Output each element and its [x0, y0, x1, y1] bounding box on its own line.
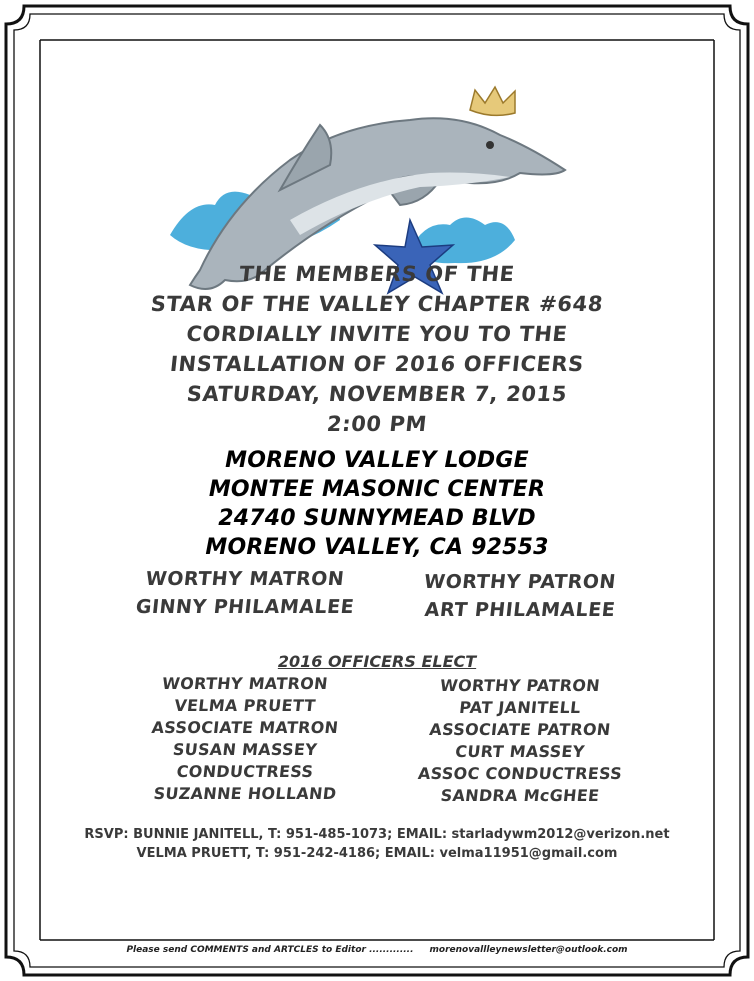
rsvp-line-1: RSVP: BUNNIE JANITELL, T: 951-485-1073; EMAIL: starladywm2012@verizon.net: [84, 827, 670, 842]
venue-line-2: MONTEE MASONIC CENTER: [208, 477, 546, 502]
invitation-line-1: THE MEMBERS OF THE: [238, 262, 516, 286]
venue-line-1: MORENO VALLEY LODGE: [225, 448, 529, 473]
venue-city: MORENO VALLEY, CA 92553: [205, 535, 549, 560]
officers-heading: 2016 OFFICERS ELECT: [277, 652, 477, 671]
officer-right-4: CURT MASSEY: [454, 742, 586, 761]
current-left-name: GINNY PHILAMALEE: [134, 596, 356, 618]
footer-note: [42, 945, 712, 955]
crown-icon: [470, 87, 515, 115]
officer-right-6: SANDRA McGHEE: [439, 786, 601, 805]
invitation-line-2: STAR OF THE VALLEY CHAPTER #648: [149, 292, 605, 316]
footer-text: Please send COMMENTS and ARTCLES to Editor .............: [126, 945, 414, 955]
officer-left-1: WORTHY MATRON: [161, 674, 329, 693]
rsvp-line-2: VELMA PRUETT, T: 951-242-4186; EMAIL: velma11951@gmail.com: [136, 846, 618, 861]
venue-address: 24740 SUNNYMEAD BLVD: [218, 506, 536, 531]
footer-email[interactable]: morenovallleynewsletter@outlook.com: [429, 945, 628, 955]
officer-right-3: ASSOCIATE PATRON: [428, 720, 612, 739]
officer-left-4: SUSAN MASSEY: [171, 740, 319, 759]
officer-left-6: SUZANNE HOLLAND: [152, 784, 338, 803]
officer-left-5: CONDUCTRESS: [175, 762, 315, 781]
officer-left-3: ASSOCIATE MATRON: [150, 718, 340, 737]
officer-left-2: VELMA PRUETT: [173, 696, 317, 715]
current-right-title: WORTHY PATRON: [423, 571, 617, 593]
invitation-line-3: CORDIALLY INVITE YOU TO THE: [185, 322, 569, 346]
officer-right-5: ASSOC CONDUCTRESS: [417, 764, 623, 783]
officer-right-2: PAT JANITELL: [458, 698, 582, 717]
current-left-title: WORTHY MATRON: [144, 568, 346, 590]
event-date: SATURDAY, NOVEMBER 7, 2015: [185, 382, 569, 406]
invitation-line-4: INSTALLATION OF 2016 OFFICERS: [168, 352, 586, 376]
officer-right-1: WORTHY PATRON: [439, 676, 601, 695]
current-right-name: ART PHILAMALEE: [423, 599, 617, 621]
event-time: 2:00 PM: [325, 412, 429, 436]
